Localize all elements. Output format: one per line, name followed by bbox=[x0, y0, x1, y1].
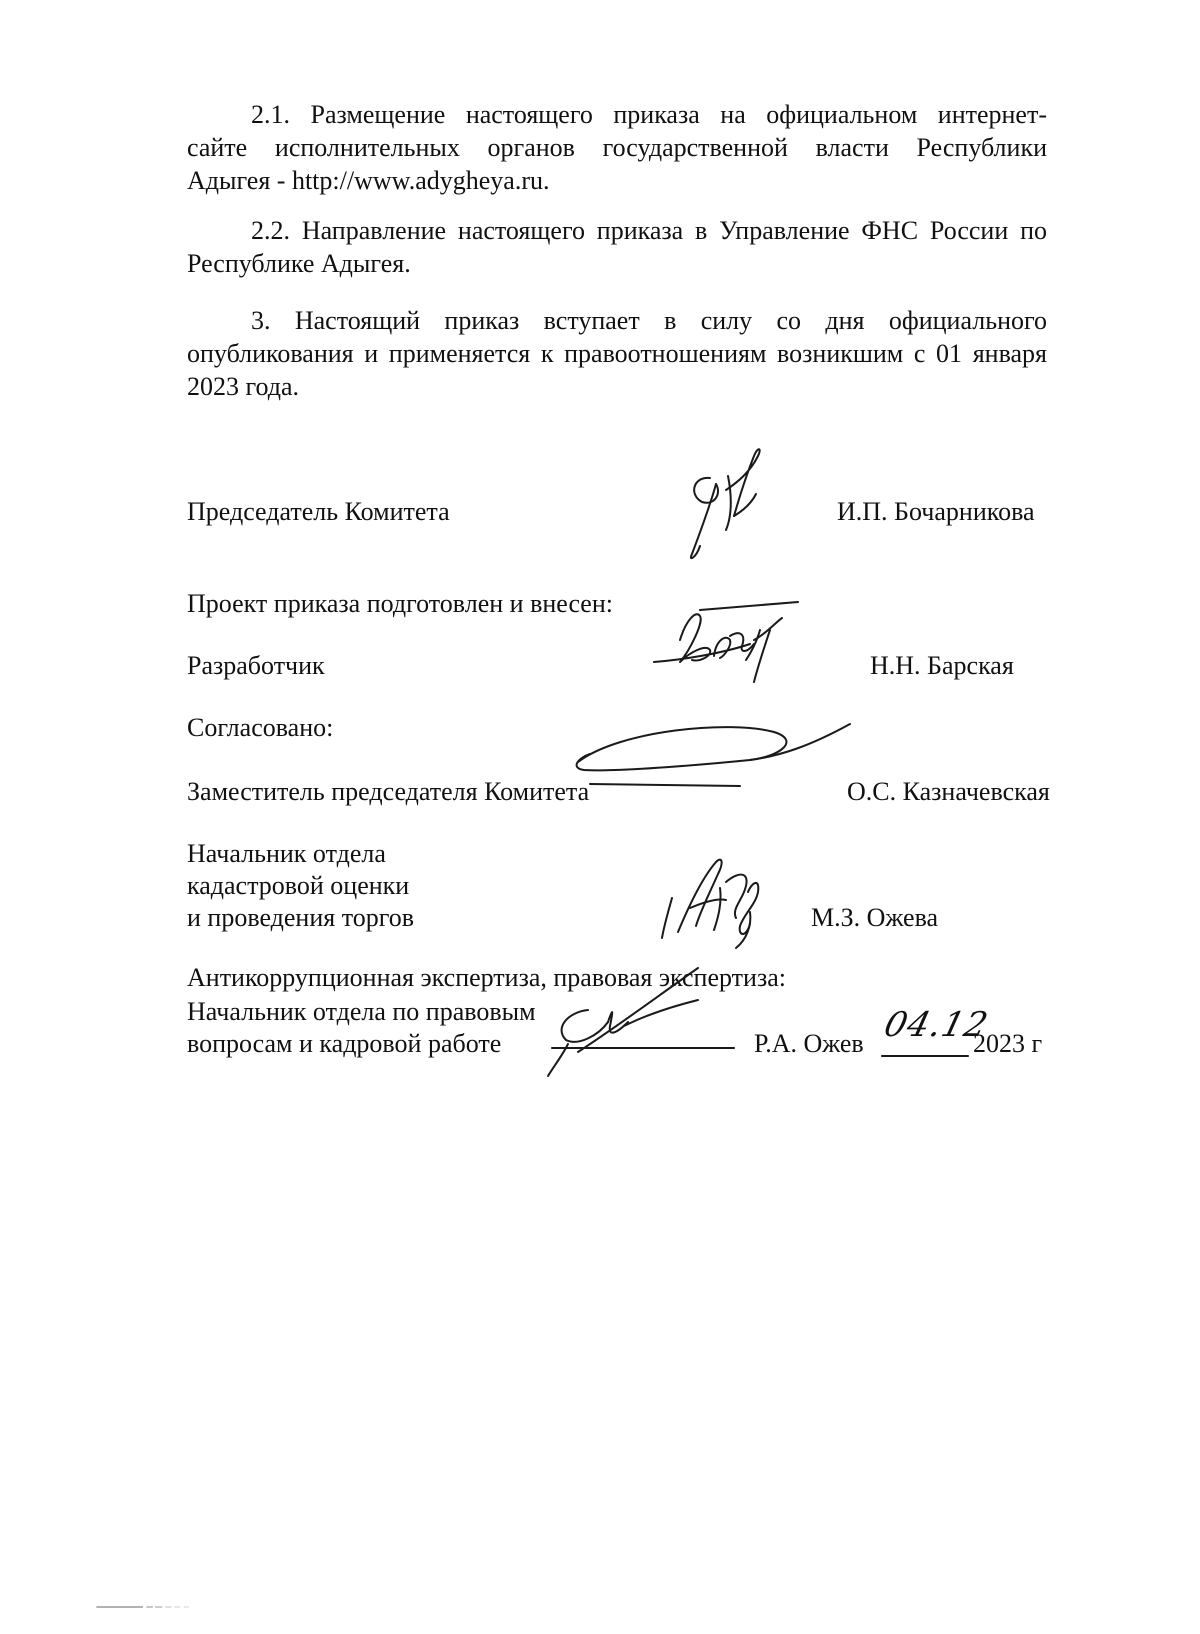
paragraph-line: 2.1. Размещение настоящего приказа на официальном интернет- bbox=[251, 100, 1047, 129]
date-underline bbox=[880, 1053, 970, 1059]
anticorruption-position-line: Начальник отдела по правовым bbox=[187, 997, 536, 1026]
paragraph-line: 2023 года. bbox=[187, 372, 300, 401]
chairman-position: Председатель Комитета bbox=[187, 497, 450, 526]
agreed-heading: Согласовано: bbox=[187, 713, 334, 742]
developer-signature bbox=[650, 600, 810, 690]
anticorruption-heading: Антикоррупционная экспертиза, правовая экспертиза: bbox=[187, 963, 786, 992]
head-cadastral-position-line: Начальник отдела bbox=[187, 839, 386, 868]
paragraph-2-2 bbox=[187, 214, 1047, 280]
head-cadastral-position-line: кадастровой оценки bbox=[187, 871, 410, 900]
anticorruption-position-line: вопросам и кадровой работе bbox=[187, 1029, 502, 1058]
paragraph-3 bbox=[187, 304, 1047, 403]
developer-position: Разработчик bbox=[187, 651, 325, 680]
developer-name: Н.Н. Барская bbox=[870, 651, 1014, 680]
head-cadastral-signature bbox=[660, 852, 780, 952]
head-cadastral-name: М.З. Ожева bbox=[811, 903, 939, 932]
date-year: 2023 г bbox=[973, 1029, 1043, 1058]
prepared-by-heading: Проект приказа подготовлен и внесен: bbox=[187, 589, 613, 618]
deputy-position: Заместитель председателя Комитета bbox=[187, 777, 590, 806]
paragraph-line: опубликования и применяется к правоотношениям возникшим с 01 января bbox=[187, 339, 1047, 368]
anticorruption-name: Р.А. Ожев bbox=[754, 1029, 864, 1058]
paragraph-line: Адыгея - http://www.adygheya.ru. bbox=[187, 166, 550, 195]
paragraph-line: 3. Настоящий приказ вступает в силу со дня официального bbox=[251, 306, 1047, 335]
paragraph-line: Республике Адыгея. bbox=[187, 249, 411, 278]
chairman-name: И.П. Бочарникова bbox=[837, 497, 1035, 526]
paragraph-2-1 bbox=[187, 98, 1047, 197]
head-cadastral-position-line: и проведения торгов bbox=[187, 903, 415, 932]
paragraph-line: сайте исполнительных органов государственной власти Республики bbox=[187, 133, 1047, 162]
deputy-name: О.С. Казначевская bbox=[847, 777, 1050, 806]
chairman-signature bbox=[680, 446, 790, 566]
scan-edge-artifact bbox=[0, 1606, 290, 1608]
paragraph-line: 2.2. Направление настоящего приказа в Управление ФНС России по bbox=[251, 216, 1047, 245]
anticorruption-signature bbox=[548, 966, 748, 1082]
handwritten-date: 04.12 bbox=[880, 1005, 993, 1045]
deputy-signature bbox=[560, 712, 860, 802]
